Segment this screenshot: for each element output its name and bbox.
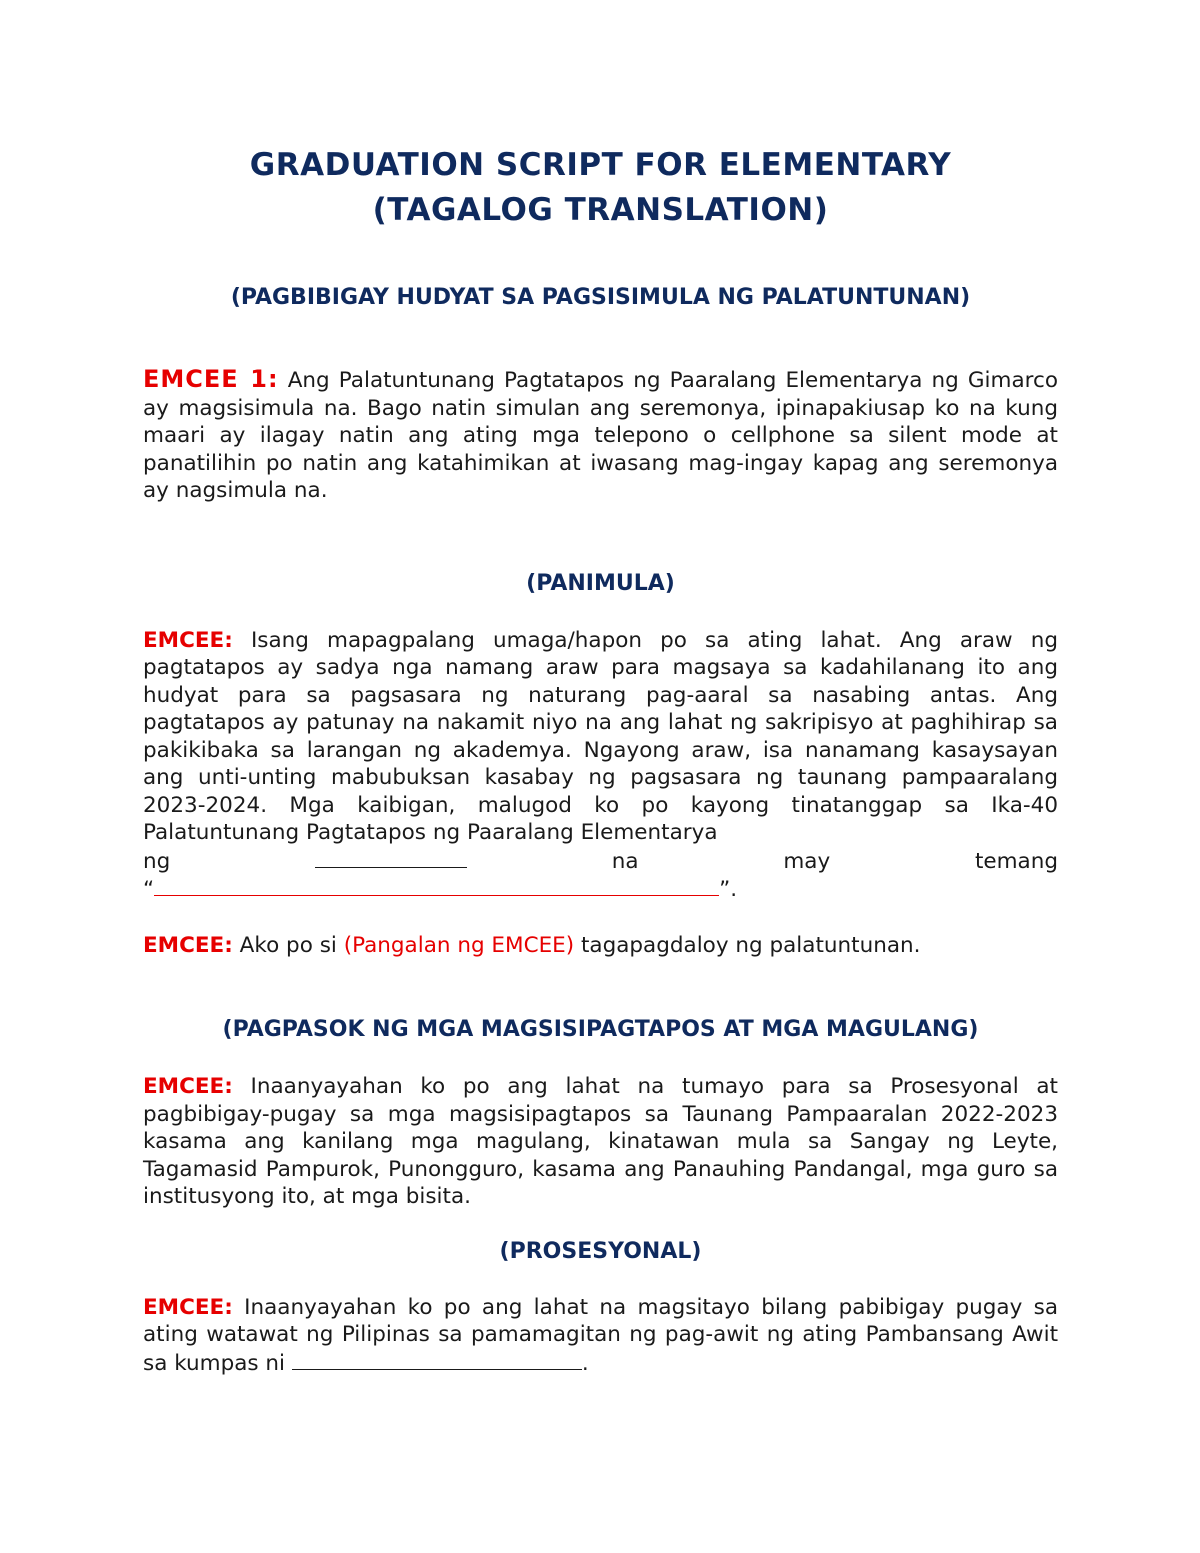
theme-blank (154, 875, 719, 896)
paragraph-pagpasok (143, 1073, 1058, 1211)
document-title-line2: (TAGALOG TRANSLATION) (372, 192, 829, 228)
word-may: may (783, 848, 831, 874)
paragraph-text: Inaanyayahan ko po ang lahat na magsitayo bilang pabibigay pugay sa ating watawat ng Pilipinas sa pamamagitan ng pag-awit ng ating Pambansang Awit sa kumpas ni (143, 1294, 1058, 1376)
word-na: na (611, 848, 639, 874)
word-temang: temang (974, 848, 1058, 874)
section-heading-prosesyonal: (PROSESYONAL) (499, 1238, 702, 1264)
school-name-blank (315, 847, 467, 868)
paragraph-panimula (143, 627, 1058, 847)
word-ng: ng (143, 848, 171, 874)
document-page (143, 0, 1058, 1377)
speaker-label: EMCEE: (143, 932, 233, 958)
open-quote: “ (143, 877, 155, 902)
paragraph-text: tagapagdaloy ng palatuntunan. (574, 932, 921, 958)
document-title-line1: GRADUATION SCRIPT FOR ELEMENTARY (249, 147, 952, 183)
section-heading-hudyat: (PAGBIBIGAY HUDYAT SA PAGSISIMULA NG PALATUNTUNAN) (230, 285, 971, 310)
speaker-label: EMCEE 1: (143, 365, 279, 393)
paragraph-prosesyonal (143, 1294, 1058, 1378)
section-heading-panimula: (PANIMULA) (526, 570, 675, 596)
speaker-label: EMCEE: (143, 1074, 233, 1099)
paragraph-text: Inaanyayahan ko po ang lahat na tumayo para sa Prosesyonal at pagbibigay-pugay sa mga magsisipagtapos sa Taunang Pampaaralan 2022-2023 kasama ang kanilang mga magulang, kinatawan mula sa Sangay ng Leyte, Tagamasid Pampurok, Punongguro, kasama ang Panauhing Pandangal, mga guro sa institusyong ito, at mga bisita. (143, 1074, 1058, 1209)
conductor-name-blank (292, 1349, 582, 1370)
emcee-name-placeholder: (Pangalan ng EMCEE) (343, 932, 575, 958)
paragraph-text: Isang mapagpalang umaga/hapon po sa ating lahat. Ang araw ng pagtatapos ay sadya nga namang araw para magsaya sa kadahilanang ito ang hudyat para sa pagsasara ng naturang pag-aaral sa nasabing antas. Ang pagtatapos ay patunay na nakamit niyo na ang lahat ng sakripisyo at paghihirap sa pakikibaka sa larangan ng akademya. Ngayong araw, isa nanamang kasaysayan ang unti-unting mabubuksan kasabay ng pagsasara ng taunang pampaaralang 2023-2024. Mga kaibigan, malugod ko po kayong tinatanggap sa Ika-40 Palatuntunang Pagtatapos ng Paaralang Elementarya (143, 627, 1058, 845)
close-quote: ”. (719, 877, 738, 902)
sentence-end: . (581, 1350, 589, 1376)
theme-line (143, 875, 1058, 904)
speaker-label: EMCEE: (143, 1294, 233, 1320)
school-name-line (143, 847, 1058, 876)
speaker-label: EMCEE: (143, 627, 233, 653)
paragraph-emcee1 (143, 366, 1058, 505)
paragraph-text: Ang Palatuntunang Pagtatapos ng Paaralang Elementarya ng Gimarco ay magsisimula na. Bago natin simulan ang seremonya, ipinapakiusap ko na kung maari ay ilagay natin ang ating mga telepono o cellphone sa silent mode at panatilihin po natin ang katahimikan at iwasang mag-ingay kapag ang seremonya ay nagsimula na. (143, 368, 1058, 503)
section-heading-pagpasok: (PAGPASOK NG MGA MAGSISIPAGTAPOS AT MGA MAGULANG) (222, 1017, 979, 1042)
paragraph-text: Ako po si (232, 932, 344, 958)
paragraph-emcee-intro (143, 932, 1058, 960)
